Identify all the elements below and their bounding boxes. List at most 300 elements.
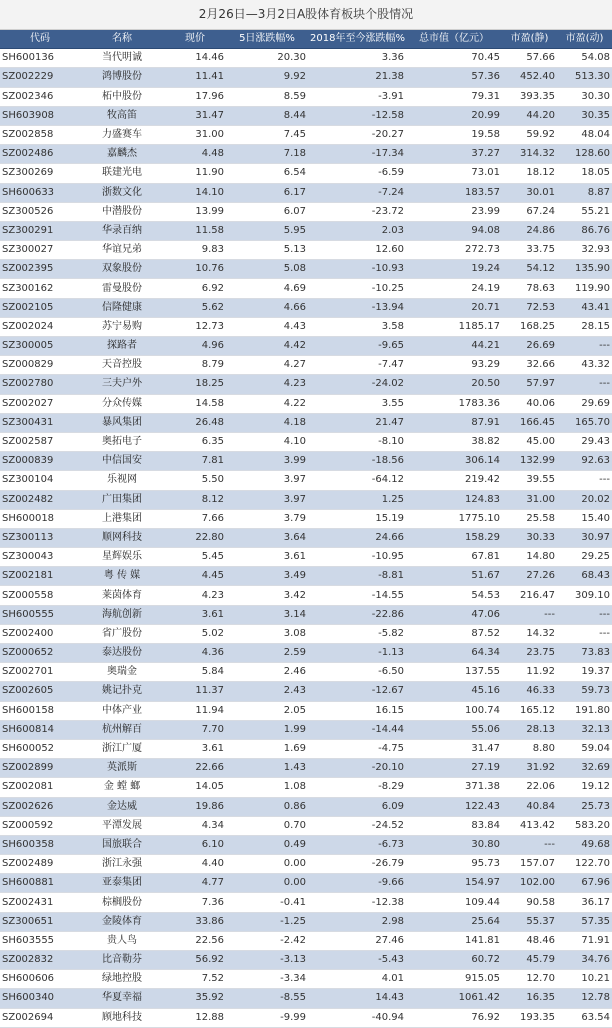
cell-pe-static: 24.86	[502, 221, 557, 240]
cell-price: 33.86	[164, 912, 226, 931]
table-row	[0, 432, 612, 451]
table-row	[0, 298, 612, 317]
cell-name: 金 螳 螂	[80, 778, 164, 797]
cell-market-cap: 54.53	[406, 586, 502, 605]
cell-price: 7.81	[164, 452, 226, 471]
cell-market-cap: 124.83	[406, 490, 502, 509]
header-pe-static: 市盈(静)	[502, 30, 557, 49]
cell-pe-static: 67.24	[502, 202, 557, 221]
cell-pe-dynamic: ---	[557, 471, 612, 490]
cell-5day-change: 0.49	[226, 835, 308, 854]
cell-pe-dynamic: 32.13	[557, 720, 612, 739]
cell-code: SH600633	[0, 183, 80, 202]
cell-code: SH600018	[0, 509, 80, 528]
cell-5day-change: 4.27	[226, 356, 308, 375]
table-row	[0, 490, 612, 509]
cell-name: 奥瑞金	[80, 663, 164, 682]
header-ytd-change: 2018年至今涨跌幅%	[308, 30, 406, 49]
cell-market-cap: 45.16	[406, 682, 502, 701]
cell-ytd-change: -26.79	[308, 855, 406, 874]
cell-pe-dynamic: ---	[557, 605, 612, 624]
cell-pe-dynamic: 63.54	[557, 1008, 612, 1027]
cell-price: 17.96	[164, 87, 226, 106]
cell-market-cap: 158.29	[406, 528, 502, 547]
cell-pe-static: 55.37	[502, 912, 557, 931]
cell-price: 7.70	[164, 720, 226, 739]
cell-pe-dynamic: 30.97	[557, 528, 612, 547]
cell-5day-change: 20.30	[226, 49, 308, 68]
cell-market-cap: 67.81	[406, 548, 502, 567]
cell-5day-change: 1.08	[226, 778, 308, 797]
cell-pe-static: 193.35	[502, 1008, 557, 1027]
cell-5day-change: 0.00	[226, 874, 308, 893]
cell-ytd-change: -40.94	[308, 1008, 406, 1027]
cell-5day-change: 9.92	[226, 68, 308, 87]
cell-price: 4.40	[164, 855, 226, 874]
cell-pe-dynamic: 34.76	[557, 951, 612, 970]
header-row	[0, 30, 612, 49]
cell-code: SZ002694	[0, 1008, 80, 1027]
cell-5day-change: 3.42	[226, 586, 308, 605]
cell-5day-change: 3.14	[226, 605, 308, 624]
cell-market-cap: 20.50	[406, 375, 502, 394]
cell-ytd-change: -18.56	[308, 452, 406, 471]
cell-pe-dynamic: 309.10	[557, 586, 612, 605]
cell-price: 9.83	[164, 241, 226, 260]
cell-code: SH600136	[0, 49, 80, 68]
cell-pe-dynamic: 32.69	[557, 759, 612, 778]
cell-code: SZ000652	[0, 644, 80, 663]
cell-name: 金达威	[80, 797, 164, 816]
cell-price: 5.50	[164, 471, 226, 490]
cell-pe-dynamic: 19.12	[557, 778, 612, 797]
table-row	[0, 624, 612, 643]
cell-price: 11.94	[164, 701, 226, 720]
cell-pe-static: 132.99	[502, 452, 557, 471]
cell-price: 35.92	[164, 989, 226, 1008]
table-row	[0, 317, 612, 336]
cell-5day-change: 3.97	[226, 471, 308, 490]
cell-ytd-change: -6.59	[308, 164, 406, 183]
cell-code: SZ002181	[0, 567, 80, 586]
cell-5day-change: 4.66	[226, 298, 308, 317]
cell-5day-change: 3.61	[226, 548, 308, 567]
cell-price: 11.41	[164, 68, 226, 87]
table-row	[0, 720, 612, 739]
cell-market-cap: 57.36	[406, 68, 502, 87]
cell-name: 粤 传 媒	[80, 567, 164, 586]
cell-ytd-change: -4.75	[308, 739, 406, 758]
cell-market-cap: 272.73	[406, 241, 502, 260]
cell-pe-dynamic: 513.30	[557, 68, 612, 87]
table-title: 2月26日—3月2日A股体育板块个股情况	[0, 0, 612, 30]
cell-pe-static: 14.32	[502, 624, 557, 643]
cell-price: 11.37	[164, 682, 226, 701]
cell-market-cap: 76.92	[406, 1008, 502, 1027]
cell-price: 26.48	[164, 413, 226, 432]
table-row	[0, 279, 612, 298]
cell-code: SZ000558	[0, 586, 80, 605]
cell-name: 顾地科技	[80, 1008, 164, 1027]
table-row	[0, 356, 612, 375]
cell-price: 8.79	[164, 356, 226, 375]
cell-price: 31.00	[164, 125, 226, 144]
cell-pe-dynamic: 43.41	[557, 298, 612, 317]
cell-price: 11.90	[164, 164, 226, 183]
table-row	[0, 835, 612, 854]
cell-name: 杭州解百	[80, 720, 164, 739]
cell-name: 浙数文化	[80, 183, 164, 202]
cell-name: 贵人鸟	[80, 931, 164, 950]
cell-pe-dynamic: 48.04	[557, 125, 612, 144]
cell-ytd-change: -3.91	[308, 87, 406, 106]
table-row	[0, 375, 612, 394]
cell-name: 分众传媒	[80, 394, 164, 413]
cell-pe-static: 8.80	[502, 739, 557, 758]
cell-pe-static: 16.35	[502, 989, 557, 1008]
cell-pe-dynamic: ---	[557, 337, 612, 356]
table-row	[0, 874, 612, 893]
cell-5day-change: 7.18	[226, 145, 308, 164]
cell-name: 莱茵体育	[80, 586, 164, 605]
cell-name: 雷曼股份	[80, 279, 164, 298]
table-row	[0, 528, 612, 547]
cell-price: 14.05	[164, 778, 226, 797]
table-row	[0, 816, 612, 835]
table-row	[0, 855, 612, 874]
cell-5day-change: 5.08	[226, 260, 308, 279]
cell-code: SZ002346	[0, 87, 80, 106]
cell-pe-dynamic: 12.78	[557, 989, 612, 1008]
cell-market-cap: 25.64	[406, 912, 502, 931]
cell-price: 12.88	[164, 1008, 226, 1027]
cell-ytd-change: 6.09	[308, 797, 406, 816]
cell-ytd-change: 3.58	[308, 317, 406, 336]
cell-5day-change: -3.13	[226, 951, 308, 970]
cell-pe-dynamic: 25.73	[557, 797, 612, 816]
cell-price: 19.86	[164, 797, 226, 816]
cell-code: SZ300113	[0, 528, 80, 547]
cell-price: 6.92	[164, 279, 226, 298]
cell-5day-change: 4.22	[226, 394, 308, 413]
cell-price: 5.02	[164, 624, 226, 643]
cell-5day-change: 3.64	[226, 528, 308, 547]
cell-5day-change: 6.54	[226, 164, 308, 183]
cell-name: 嘉麟杰	[80, 145, 164, 164]
cell-pe-static: 12.70	[502, 970, 557, 989]
cell-5day-change: 3.97	[226, 490, 308, 509]
cell-price: 4.48	[164, 145, 226, 164]
cell-market-cap: 141.81	[406, 931, 502, 950]
cell-5day-change: 6.17	[226, 183, 308, 202]
cell-market-cap: 93.29	[406, 356, 502, 375]
cell-code: SZ300431	[0, 413, 80, 432]
cell-ytd-change: 27.46	[308, 931, 406, 950]
cell-ytd-change: -14.55	[308, 586, 406, 605]
cell-market-cap: 20.71	[406, 298, 502, 317]
cell-price: 3.61	[164, 605, 226, 624]
table-row	[0, 778, 612, 797]
cell-code: SZ002899	[0, 759, 80, 778]
cell-pe-dynamic: 583.20	[557, 816, 612, 835]
cell-ytd-change: -7.47	[308, 356, 406, 375]
cell-pe-dynamic: 20.02	[557, 490, 612, 509]
table-row	[0, 394, 612, 413]
table-row	[0, 260, 612, 279]
cell-code: SZ002605	[0, 682, 80, 701]
cell-pe-static: 90.58	[502, 893, 557, 912]
cell-price: 22.66	[164, 759, 226, 778]
table-row	[0, 413, 612, 432]
cell-name: 力盛赛车	[80, 125, 164, 144]
cell-code: SZ002489	[0, 855, 80, 874]
cell-pe-static: 30.01	[502, 183, 557, 202]
cell-5day-change: 0.00	[226, 855, 308, 874]
cell-pe-dynamic: 54.08	[557, 49, 612, 68]
cell-code: SZ002400	[0, 624, 80, 643]
cell-market-cap: 306.14	[406, 452, 502, 471]
cell-code: SZ300291	[0, 221, 80, 240]
cell-ytd-change: 2.03	[308, 221, 406, 240]
cell-name: 信隆健康	[80, 298, 164, 317]
cell-5day-change: 1.99	[226, 720, 308, 739]
cell-price: 8.12	[164, 490, 226, 509]
cell-market-cap: 1775.10	[406, 509, 502, 528]
cell-name: 乐视网	[80, 471, 164, 490]
cell-name: 华谊兄弟	[80, 241, 164, 260]
cell-price: 22.56	[164, 931, 226, 950]
cell-ytd-change: -12.67	[308, 682, 406, 701]
table-row	[0, 471, 612, 490]
cell-code: SZ002229	[0, 68, 80, 87]
cell-5day-change: 4.43	[226, 317, 308, 336]
cell-code: SZ000839	[0, 452, 80, 471]
cell-market-cap: 915.05	[406, 970, 502, 989]
cell-pe-static: 102.00	[502, 874, 557, 893]
cell-market-cap: 31.47	[406, 739, 502, 758]
cell-ytd-change: 3.36	[308, 49, 406, 68]
cell-pe-static: 39.55	[502, 471, 557, 490]
table-row	[0, 893, 612, 912]
cell-market-cap: 137.55	[406, 663, 502, 682]
cell-price: 4.23	[164, 586, 226, 605]
cell-code: SZ002027	[0, 394, 80, 413]
cell-pe-dynamic: 57.35	[557, 912, 612, 931]
header-code: 代码	[0, 30, 80, 49]
cell-pe-static: 452.40	[502, 68, 557, 87]
cell-name: 海航创新	[80, 605, 164, 624]
cell-ytd-change: -10.25	[308, 279, 406, 298]
cell-market-cap: 20.99	[406, 106, 502, 125]
table-row	[0, 644, 612, 663]
cell-price: 7.66	[164, 509, 226, 528]
cell-price: 12.73	[164, 317, 226, 336]
cell-pe-static: 32.66	[502, 356, 557, 375]
table-row	[0, 682, 612, 701]
cell-ytd-change: -20.27	[308, 125, 406, 144]
cell-5day-change: 4.23	[226, 375, 308, 394]
table-row	[0, 605, 612, 624]
cell-pe-dynamic: 59.04	[557, 739, 612, 758]
cell-code: SZ002486	[0, 145, 80, 164]
cell-code: SZ002105	[0, 298, 80, 317]
cell-price: 4.34	[164, 816, 226, 835]
cell-price: 5.45	[164, 548, 226, 567]
cell-ytd-change: -20.10	[308, 759, 406, 778]
cell-pe-dynamic: 49.68	[557, 835, 612, 854]
cell-pe-static: 57.97	[502, 375, 557, 394]
cell-ytd-change: -17.34	[308, 145, 406, 164]
cell-code: SZ300526	[0, 202, 80, 221]
cell-ytd-change: 1.25	[308, 490, 406, 509]
cell-price: 14.58	[164, 394, 226, 413]
cell-price: 31.47	[164, 106, 226, 125]
cell-ytd-change: 15.19	[308, 509, 406, 528]
cell-ytd-change: 2.98	[308, 912, 406, 931]
cell-ytd-change: 12.60	[308, 241, 406, 260]
table-row	[0, 912, 612, 931]
cell-pe-static: 393.35	[502, 87, 557, 106]
cell-pe-dynamic: 18.05	[557, 164, 612, 183]
cell-pe-static: 45.00	[502, 432, 557, 451]
cell-name: 棕榈股份	[80, 893, 164, 912]
cell-code: SZ002024	[0, 317, 80, 336]
table-row	[0, 87, 612, 106]
cell-code: SZ300027	[0, 241, 80, 260]
table-row	[0, 951, 612, 970]
cell-code: SZ002832	[0, 951, 80, 970]
cell-pe-dynamic: 119.90	[557, 279, 612, 298]
cell-5day-change: -0.41	[226, 893, 308, 912]
cell-pe-static: 40.06	[502, 394, 557, 413]
cell-ytd-change: -12.38	[308, 893, 406, 912]
cell-pe-dynamic: 29.43	[557, 432, 612, 451]
cell-pe-dynamic: 135.90	[557, 260, 612, 279]
cell-name: 金陵体育	[80, 912, 164, 931]
cell-name: 暴风集团	[80, 413, 164, 432]
table-row	[0, 970, 612, 989]
cell-code: SZ002780	[0, 375, 80, 394]
cell-ytd-change: -23.72	[308, 202, 406, 221]
table-row	[0, 989, 612, 1008]
cell-pe-dynamic: 73.83	[557, 644, 612, 663]
cell-pe-static: 33.75	[502, 241, 557, 260]
cell-code: SH600606	[0, 970, 80, 989]
cell-market-cap: 219.42	[406, 471, 502, 490]
cell-5day-change: 2.43	[226, 682, 308, 701]
cell-code: SH600340	[0, 989, 80, 1008]
cell-market-cap: 122.43	[406, 797, 502, 816]
cell-code: SZ300104	[0, 471, 80, 490]
cell-market-cap: 38.82	[406, 432, 502, 451]
cell-pe-static: 157.07	[502, 855, 557, 874]
cell-name: 比音勒芬	[80, 951, 164, 970]
cell-name: 顺网科技	[80, 528, 164, 547]
cell-pe-dynamic: 30.30	[557, 87, 612, 106]
cell-ytd-change: -8.10	[308, 432, 406, 451]
cell-5day-change: 8.44	[226, 106, 308, 125]
cell-market-cap: 87.91	[406, 413, 502, 432]
cell-market-cap: 60.72	[406, 951, 502, 970]
cell-name: 双象股份	[80, 260, 164, 279]
table-row	[0, 931, 612, 950]
cell-ytd-change: -10.93	[308, 260, 406, 279]
cell-pe-static: 14.80	[502, 548, 557, 567]
table-body	[0, 49, 612, 1028]
cell-pe-dynamic: 15.40	[557, 509, 612, 528]
cell-pe-static: 31.92	[502, 759, 557, 778]
cell-market-cap: 73.01	[406, 164, 502, 183]
cell-price: 11.58	[164, 221, 226, 240]
cell-code: SH600881	[0, 874, 80, 893]
cell-pe-static: 40.84	[502, 797, 557, 816]
cell-market-cap: 83.84	[406, 816, 502, 835]
cell-5day-change: 4.69	[226, 279, 308, 298]
cell-5day-change: 3.99	[226, 452, 308, 471]
cell-ytd-change: -6.50	[308, 663, 406, 682]
cell-market-cap: 19.24	[406, 260, 502, 279]
cell-ytd-change: 21.38	[308, 68, 406, 87]
cell-name: 探路者	[80, 337, 164, 356]
cell-name: 牧高笛	[80, 106, 164, 125]
cell-market-cap: 23.99	[406, 202, 502, 221]
cell-ytd-change: -5.82	[308, 624, 406, 643]
cell-name: 联建光电	[80, 164, 164, 183]
cell-market-cap: 47.06	[406, 605, 502, 624]
cell-name: 绿地控股	[80, 970, 164, 989]
cell-market-cap: 100.74	[406, 701, 502, 720]
cell-code: SH600158	[0, 701, 80, 720]
cell-5day-change: -1.25	[226, 912, 308, 931]
cell-price: 18.25	[164, 375, 226, 394]
cell-name: 中体产业	[80, 701, 164, 720]
cell-ytd-change: -14.44	[308, 720, 406, 739]
header-5day-change: 5日涨跌幅%	[226, 30, 308, 49]
cell-pe-static: 26.69	[502, 337, 557, 356]
cell-market-cap: 44.21	[406, 337, 502, 356]
cell-pe-dynamic: 32.93	[557, 241, 612, 260]
table-row	[0, 759, 612, 778]
cell-pe-dynamic: 43.32	[557, 356, 612, 375]
table-row	[0, 509, 612, 528]
header-price: 现价	[164, 30, 226, 49]
cell-code: SZ000592	[0, 816, 80, 835]
table-row	[0, 663, 612, 682]
cell-name: 华录百纳	[80, 221, 164, 240]
cell-name: 星辉娱乐	[80, 548, 164, 567]
cell-code: SZ002858	[0, 125, 80, 144]
cell-market-cap: 371.38	[406, 778, 502, 797]
cell-5day-change: 1.43	[226, 759, 308, 778]
table-row	[0, 145, 612, 164]
cell-pe-dynamic: 55.21	[557, 202, 612, 221]
cell-name: 上港集团	[80, 509, 164, 528]
cell-market-cap: 64.34	[406, 644, 502, 663]
cell-code: SH600052	[0, 739, 80, 758]
cell-pe-dynamic: ---	[557, 375, 612, 394]
cell-code: SZ002701	[0, 663, 80, 682]
cell-market-cap: 1783.36	[406, 394, 502, 413]
table-row	[0, 164, 612, 183]
cell-pe-dynamic: 19.37	[557, 663, 612, 682]
cell-pe-static: 166.45	[502, 413, 557, 432]
cell-pe-static: 72.53	[502, 298, 557, 317]
cell-price: 14.46	[164, 49, 226, 68]
cell-pe-static: 25.58	[502, 509, 557, 528]
cell-market-cap: 109.44	[406, 893, 502, 912]
table-row	[0, 586, 612, 605]
cell-name: 中潜股份	[80, 202, 164, 221]
